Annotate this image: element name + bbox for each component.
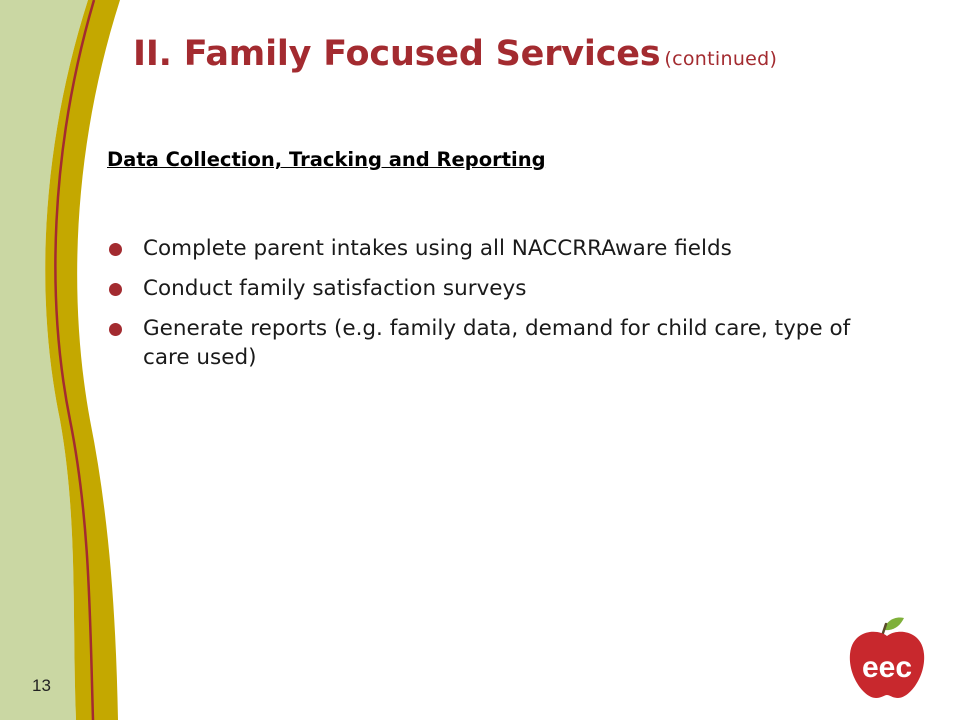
bullet-text: Complete parent intakes using all NACCRRAware fields bbox=[143, 236, 732, 261]
bullet-dot-icon bbox=[109, 283, 122, 296]
bullet-list bbox=[107, 234, 877, 383]
bullet-dot-icon bbox=[109, 243, 122, 256]
page-number: 13 bbox=[32, 676, 51, 695]
eec-logo bbox=[842, 614, 932, 704]
bullet-text: Generate reports (e.g. family data, demand for child care, type of care used) bbox=[143, 316, 851, 370]
section-heading: Data Collection, Tracking and Reporting bbox=[107, 148, 546, 171]
bullet-item bbox=[107, 314, 877, 372]
slide-subtitle: (continued) bbox=[664, 48, 778, 70]
bullet-dot-icon bbox=[109, 323, 122, 336]
bullet-item bbox=[107, 234, 877, 263]
logo-text: eec bbox=[861, 651, 913, 684]
bullet-item bbox=[107, 274, 877, 303]
slide-title bbox=[133, 34, 777, 74]
bullet-text: Conduct family satisfaction surveys bbox=[143, 276, 527, 301]
slide-title-text: II. Family Focused Services bbox=[133, 34, 661, 74]
